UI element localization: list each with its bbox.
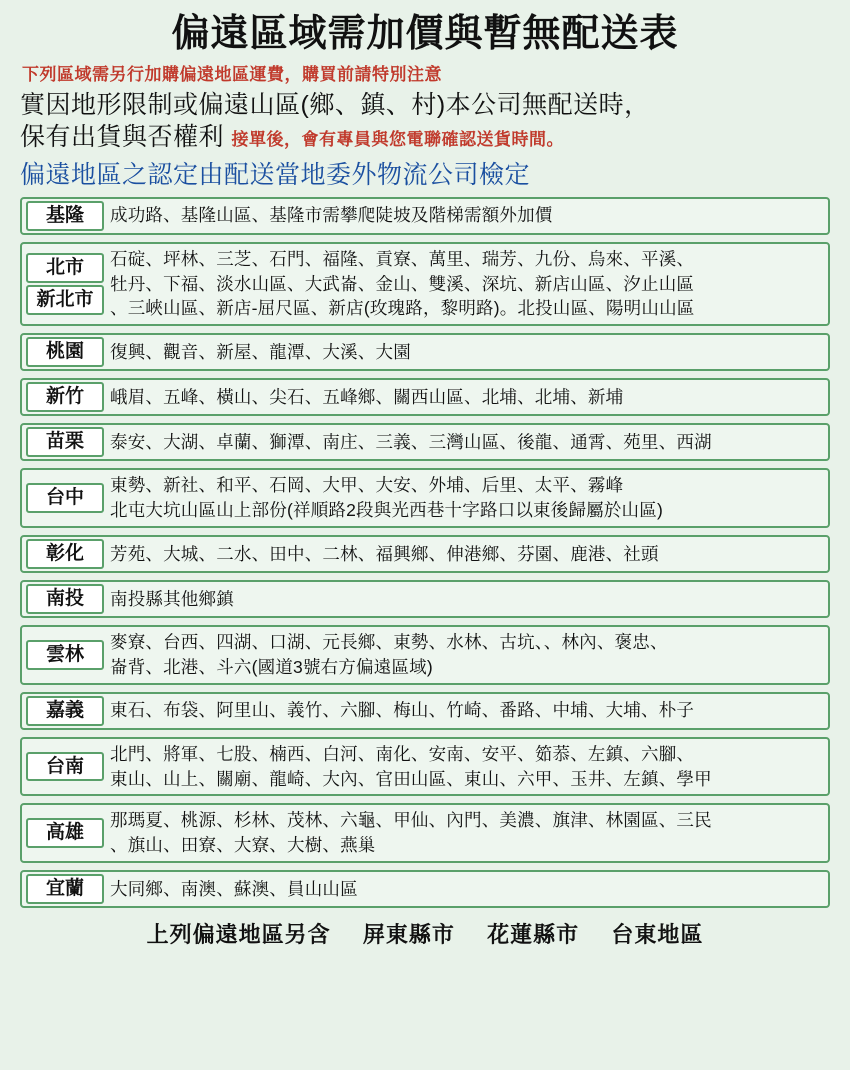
region-label: 嘉義 — [22, 694, 108, 728]
lead-note: 接單後，會有專員與您電聯確認送貨時間。 — [231, 129, 564, 149]
footer-prefix: 上列偏遠地區另含 — [146, 922, 331, 948]
lead-line-2-text: 保有出貨與否權利 — [20, 122, 225, 151]
table-row — [20, 197, 830, 235]
table-row — [20, 468, 830, 528]
region-label: 北市 新北市 — [22, 244, 108, 325]
lead-line-2 — [20, 121, 836, 153]
region-label: 宜蘭 — [22, 872, 108, 906]
page-subtitle: 下列區域需另行加購偏遠地區運費，購買前請特別注意 — [22, 64, 442, 84]
table-row — [20, 378, 830, 416]
table-row — [20, 333, 830, 371]
table-row — [20, 423, 830, 461]
region-areas: 大同鄉、南澳、蘇澳、員山山區 — [110, 878, 358, 899]
region-areas: 東勢、新社、和平、石岡、大甲、大安、外埔、后里、太平、霧峰 北屯大坑山區山上部份(祥順路2段與光西巷十字路口以東後歸屬於山區) — [110, 475, 663, 521]
region-areas: 麥寮、台西、四湖、口湖、元長鄉、東勢、水林、古坑、、林內、褒忠、 崙背、北港、斗六(國道3號右方偏遠區域) — [110, 632, 668, 677]
region-label: 基隆 — [22, 199, 108, 233]
table-row — [20, 692, 830, 730]
lead-paragraph — [20, 89, 836, 153]
region-areas: 北門、將軍、七股、楠西、白河、南化、安南、安平、筎菾、左鎮、六腳、 東山、山上、關廟、龍崎、大內、官田山區、東山、六甲、玉井、左鎮、學甲 — [110, 743, 712, 789]
region-areas: 南投縣其他鄉鎮 — [110, 588, 234, 609]
table-row — [20, 870, 830, 908]
region-areas: 東石、布袋、阿里山、義竹、六腳、梅山、竹崎、番路、中埔、大埔、朴子 — [110, 700, 695, 721]
footer-area-3: 台東地區 — [611, 922, 704, 948]
footer-area-1: 屏東縣市 — [362, 922, 455, 948]
region-label: 台中 — [22, 470, 108, 526]
region-areas: 復興、觀音、新屋、龍潭、大溪、大園 — [110, 341, 411, 362]
blue-note: 偏遠地區之認定由配送當地委外物流公司檢定 — [20, 160, 531, 189]
table-row — [20, 737, 830, 797]
footer-area-2: 花蓮縣市 — [487, 922, 580, 948]
footer-note — [14, 918, 836, 949]
region-label: 高雄 — [22, 805, 108, 861]
region-label: 彰化 — [22, 537, 108, 571]
region-label: 台南 — [22, 739, 108, 795]
page-title: 偏遠區域需加價與暫無配送表 — [171, 13, 679, 55]
region-label: 雲林 — [22, 627, 108, 683]
region-label: 桃園 — [22, 335, 108, 369]
region-label: 苗栗 — [22, 425, 108, 459]
region-areas: 那瑪夏、桃源、杉林、茂林、六龜、甲仙、內門、美濃、旗津、林園區、三民 、旗山、田寮、大寮、大樹、燕巢 — [110, 810, 712, 856]
region-list — [20, 197, 830, 908]
region-areas: 成功路、基隆山區、基隆市需攀爬陡坡及階梯需額外加價 — [110, 205, 553, 226]
table-row — [20, 803, 830, 863]
region-label: 南投 — [22, 582, 108, 616]
region-label: 新竹 — [22, 380, 108, 414]
region-areas: 峨眉、五峰、橫山、尖石、五峰鄉、關西山區、北埔、北埔、新埔 — [110, 386, 624, 407]
table-row — [20, 242, 830, 327]
table-row — [20, 535, 830, 573]
table-row — [20, 580, 830, 618]
table-row — [20, 625, 830, 685]
region-areas: 芳苑、大城、二水、田中、二林、福興鄉、伸港鄉、芬園、鹿港、社頭 — [110, 543, 659, 564]
region-areas: 泰安、大湖、卓蘭、獅潭、南庄、三義、三灣山區、後龍、通霄、苑里、西湖 — [110, 431, 712, 452]
region-areas: 石碇、坪林、三芝、石門、福隆、貢寮、萬里、瑞芳、九份、烏來、平溪、 牡丹、下福、淡水山區、大武崙、金山、雙溪、深坑、新店山區、汐止山區 、三峽山區、新店-屈尺區、新店(玫瑰路，黎明路)。北投山區、陽明山山區 — [110, 248, 695, 319]
lead-line-1: 實因地形限制或偏遠山區(鄉、鎮、村)本公司無配送時， — [20, 90, 650, 119]
